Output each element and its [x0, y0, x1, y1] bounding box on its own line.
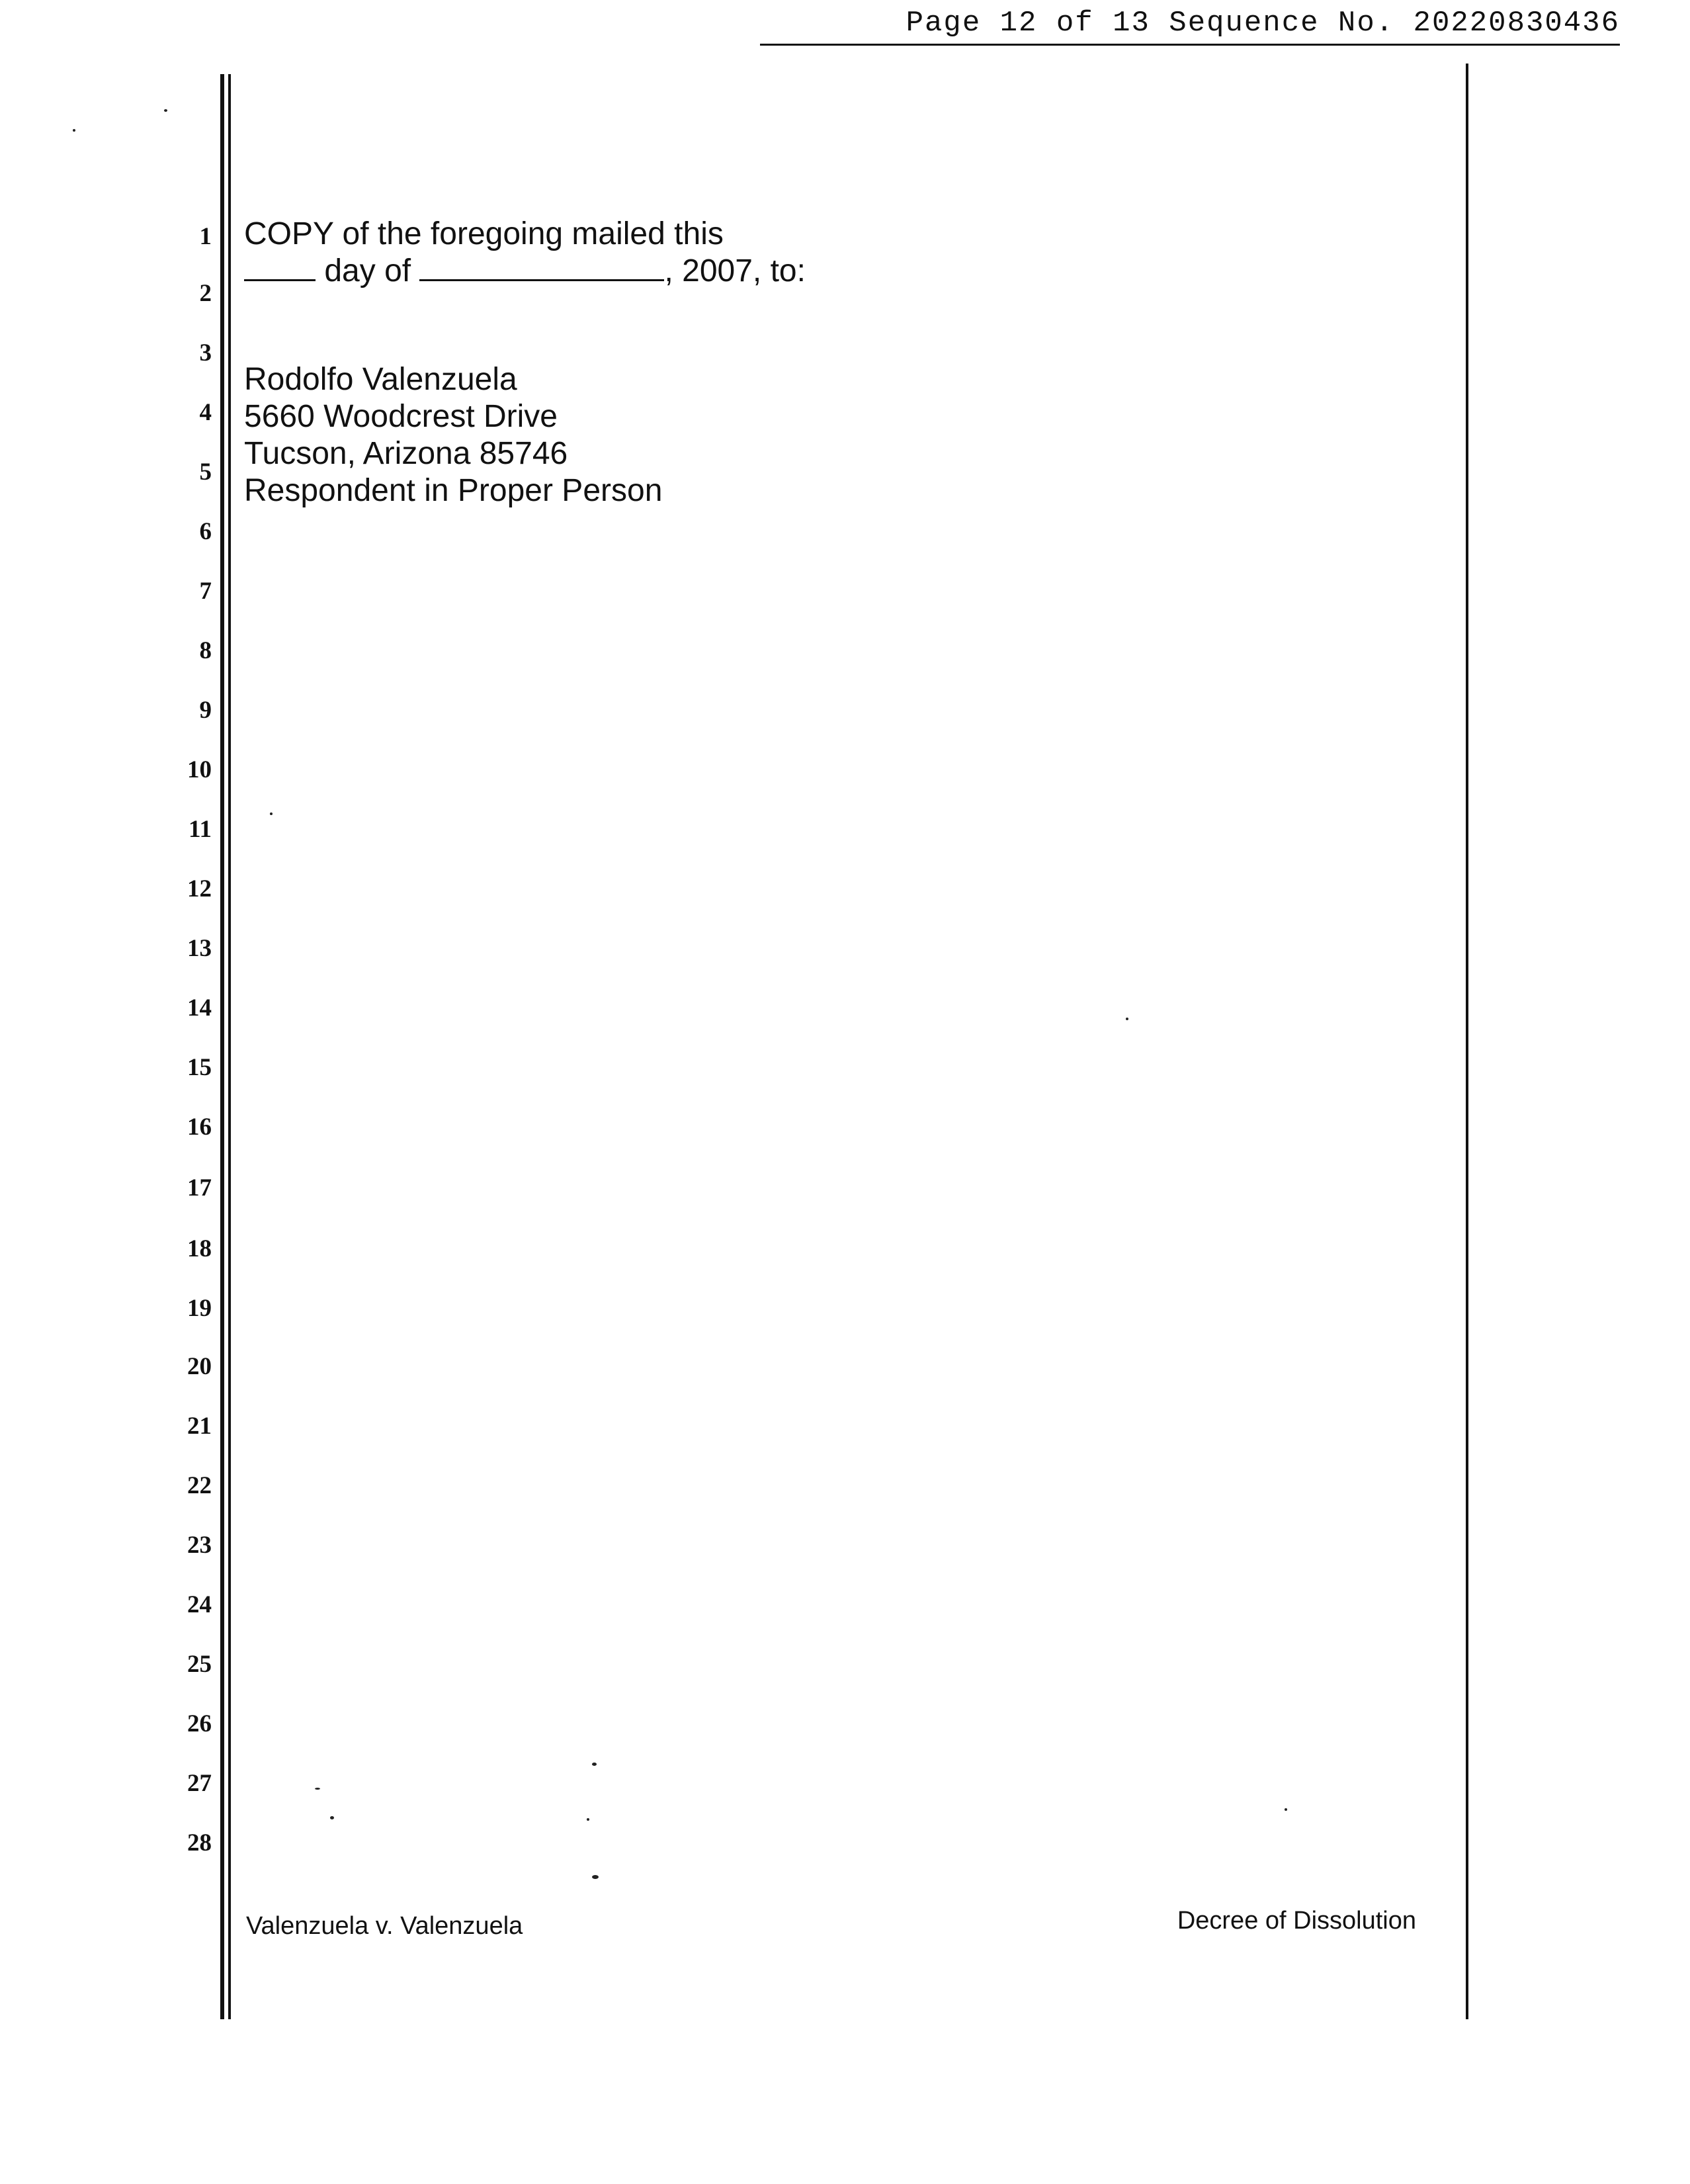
line-number: 28: [187, 1829, 212, 1856]
certificate-of-mailing-line2: [244, 253, 806, 290]
line-number: 26: [187, 1710, 212, 1737]
scan-speck: [270, 812, 273, 815]
line-number: 23: [187, 1532, 212, 1559]
line-number: 1: [199, 223, 212, 250]
scan-speck: [1126, 1018, 1128, 1020]
line-number: 5: [199, 459, 212, 486]
line-number: 3: [199, 339, 212, 367]
recipient-role: Respondent in Proper Person: [244, 473, 663, 508]
line-number: 22: [187, 1472, 212, 1499]
line-number: 16: [187, 1114, 212, 1141]
right-margin-rule: [1466, 64, 1468, 2019]
line-number: 25: [187, 1651, 212, 1678]
recipient-city-state-zip: Tucson, Arizona 85746: [244, 436, 568, 471]
line-number: 2: [199, 280, 212, 307]
line-number: 14: [187, 994, 212, 1022]
line-number: 13: [187, 935, 212, 962]
line-number: 12: [187, 875, 212, 902]
year-suffix: , 2007, to:: [664, 253, 806, 288]
certificate-of-mailing-line1: COPY of the foregoing mailed this: [244, 216, 724, 251]
line-number: 24: [187, 1591, 212, 1618]
line-number: 27: [187, 1770, 212, 1797]
line-number: 17: [187, 1174, 212, 1201]
page-sequence-header: Page 12 of 13 Sequence No. 20220830436: [760, 7, 1620, 46]
line-number: 11: [189, 816, 212, 843]
line-number: 9: [199, 697, 212, 724]
scan-speck: [315, 1788, 320, 1790]
day-blank: [244, 254, 316, 281]
left-margin-rule: [220, 74, 224, 2019]
line-number: 18: [187, 1235, 212, 1262]
month-blank: [419, 254, 664, 281]
line-number: 6: [199, 518, 212, 545]
line-number: 20: [187, 1353, 212, 1380]
scan-speck: [1285, 1808, 1287, 1811]
footer-case-name: Valenzuela v. Valenzuela: [246, 1912, 523, 1940]
line-number: 7: [199, 578, 212, 605]
line-number: 15: [187, 1054, 212, 1081]
line-number: 10: [187, 756, 212, 783]
day-of-label: day of: [324, 253, 411, 288]
line-number: 21: [187, 1413, 212, 1440]
recipient-name: Rodolfo Valenzuela: [244, 362, 517, 397]
scan-speck: [592, 1875, 599, 1879]
scan-speck: [330, 1816, 334, 1819]
line-number: 8: [199, 637, 212, 664]
scan-speck: [587, 1818, 589, 1821]
recipient-street: 5660 Woodcrest Drive: [244, 399, 558, 434]
pleading-line-numbers: [165, 0, 212, 1985]
left-margin-rule-inner: [228, 74, 231, 2019]
scan-speck: [73, 129, 75, 132]
line-number: 19: [187, 1295, 212, 1322]
scan-speck: [164, 109, 167, 112]
scan-speck: [592, 1763, 597, 1766]
line-number: 4: [199, 399, 212, 426]
footer-document-title: Decree of Dissolution: [1177, 1907, 1416, 1935]
